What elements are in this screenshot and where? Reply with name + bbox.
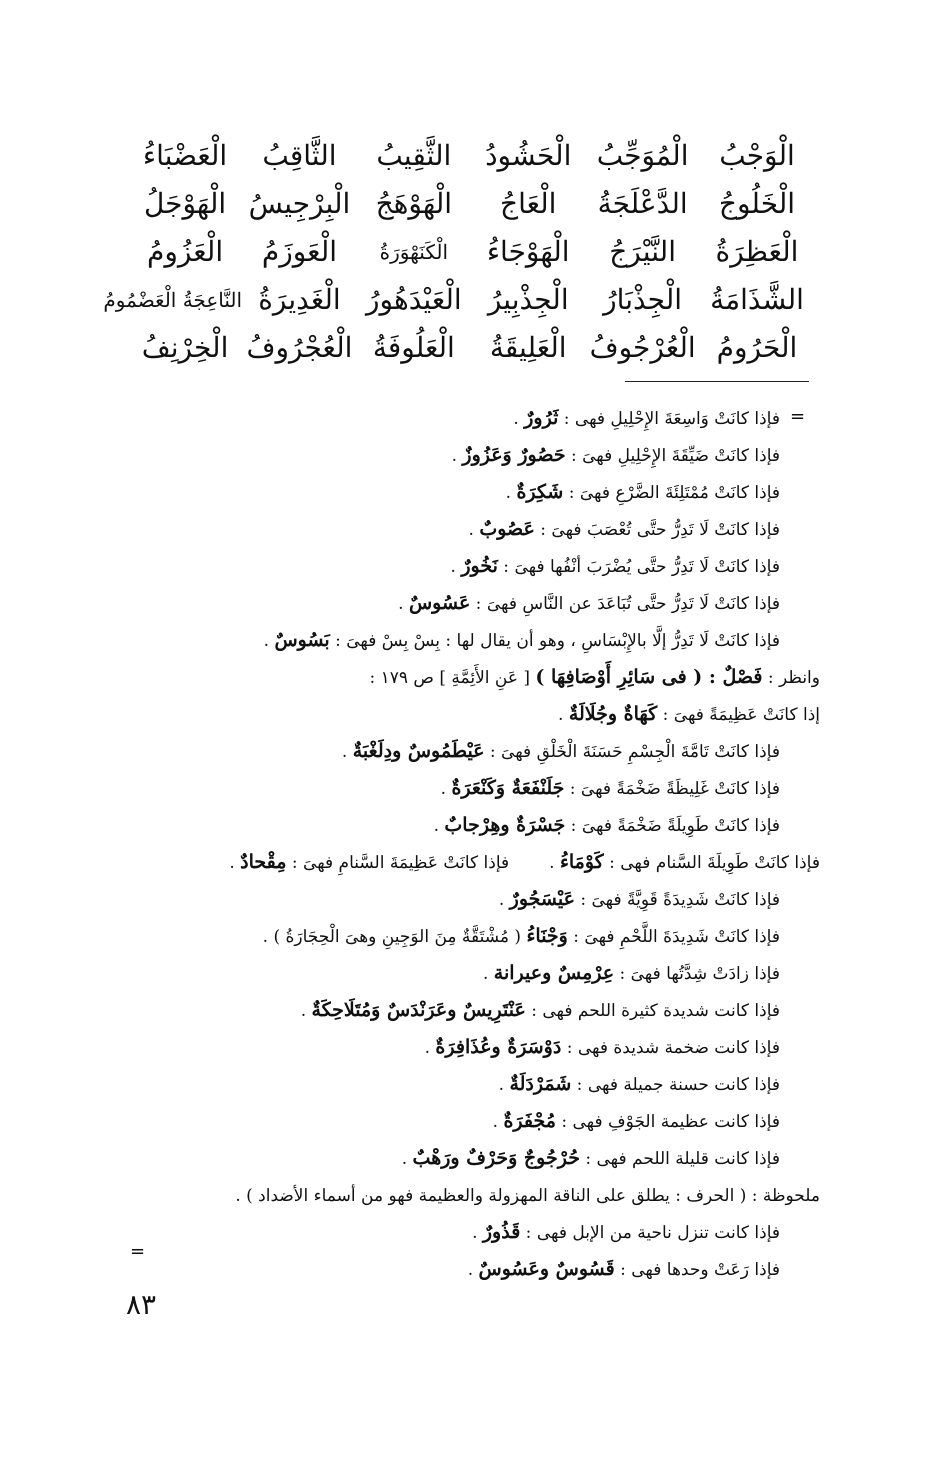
entry-keyword: مِقْحادٌ xyxy=(240,851,287,873)
word-grid-cell: الْعَلِيقَةُ xyxy=(489,331,567,364)
entry-line xyxy=(120,992,820,1029)
entry-text: فإذا كانَتْ لَا تَدِرُّ حتَّى تُبَاعَدَ عن النَّاسِ فهىَ : xyxy=(470,594,780,614)
entry-text: فإذا كانَتْ لَا تَدِرُّ حتَّى تُعْصَبَ فهىَ : xyxy=(534,520,780,540)
entry-keyword: قَسُوسٌ وعَسُوسٌ xyxy=(478,1258,615,1280)
entry-keyword: كَهَاةٌ وجُلَالَةٌ xyxy=(568,703,658,725)
entry-segment xyxy=(264,622,780,660)
entry-text: فإذا كانَتْ لَا تَدِرُّ إلَّا بالإِبْسَاسِ ، وهو أن يقال لها : بِسْ بِسْ فهىَ : xyxy=(329,631,780,651)
entry-text: فإذا كانت حسنة جميلة فهى : xyxy=(571,1075,780,1095)
entry-keyword: عَسُوسٌ xyxy=(408,592,471,614)
word-grid-cell: الْعُرْجُوفُ xyxy=(589,331,696,364)
entry-segment xyxy=(483,955,780,993)
entry-keyword: قَذُورٌ xyxy=(482,1221,521,1243)
entry-keyword: جَسْرَةٌ وهِرْجابٌ xyxy=(444,814,566,836)
word-grid-cell: الثَّاقِبُ xyxy=(262,139,337,172)
entry-keyword: حَصُورٌ وَعَزُوزٌ xyxy=(462,444,566,466)
entry-text: فإذا كانَتْ مُمْتَلِئَةَ الضَّرْعِ فهىَ : xyxy=(563,483,780,503)
entry-segment xyxy=(472,1214,780,1252)
entry-end: . xyxy=(341,742,353,762)
entry-segment xyxy=(235,1177,820,1215)
entry-line xyxy=(120,881,820,918)
word-grid-row xyxy=(128,132,814,180)
word-grid-cell: الْعَيْدَهُورُ xyxy=(365,283,462,316)
word-grid-cell: الْحَشُودُ xyxy=(485,139,572,172)
entry-line xyxy=(120,1251,820,1288)
entry-end: . xyxy=(498,1075,510,1095)
word-grid-cell: الْغَدِيرَةُ xyxy=(258,283,341,316)
entry-line xyxy=(120,585,820,622)
entry-keyword: عِرْمِسٌ وعيرانة xyxy=(493,962,615,984)
entry-line xyxy=(120,696,820,733)
entry-end: . xyxy=(472,1223,483,1243)
entry-end: . xyxy=(468,520,480,540)
entry-text: فإذا كانت قليلة اللحم فهى : xyxy=(579,1149,780,1169)
entry-end: . xyxy=(482,964,494,984)
word-grid-cell: الْخَلُوجُ xyxy=(718,187,796,220)
entry-line xyxy=(120,474,820,511)
word-grid-cell: النَّيْرَجُ xyxy=(609,235,676,268)
entry-keyword: فَصْلٌ : ( فى سَائِرِ أَوْصَافِهَا ) xyxy=(535,666,763,688)
entry-keyword: عَيْسَجُورٌ xyxy=(509,888,575,910)
entry-keyword: نَخُورٌ xyxy=(461,555,498,577)
entry-line xyxy=(120,733,820,770)
entry-line xyxy=(120,1029,820,1066)
entry-text: فإذا كانَتْ شَدِيدَةً قَوِيَّةً فهىَ : xyxy=(574,890,780,910)
entry-end: . xyxy=(451,446,463,466)
word-grid-cell: الْحَرُومُ xyxy=(716,331,798,364)
entry-line xyxy=(120,548,820,585)
entry-keyword: دَوْسَرَةٌ وعُذَافِرَةٌ xyxy=(435,1036,562,1058)
entry-line xyxy=(120,918,820,955)
entry-text: فإذا كانَتْ طَوِيلَةَ السَّنام فهى : xyxy=(603,853,820,873)
entry-line xyxy=(120,844,820,881)
word-grid-row xyxy=(103,276,814,324)
entry-text: فإذا كانت شديدة كثيرة اللحم فهى : xyxy=(525,1001,780,1021)
entry-text: فإذا كانَتْ شَدِيدَةَ اللَّحْمِ فهىَ : xyxy=(567,927,780,947)
entry-line xyxy=(120,770,820,807)
entry-text: فإذا كانَتْ لَا تَدِرُّ حتَّى يُضْرَبَ أنْفُها فهىَ : xyxy=(497,557,780,577)
entry-keyword: شَمَرْدَلَةٌ xyxy=(509,1073,572,1095)
entry-text: وانظر : xyxy=(762,668,820,688)
entry-segment xyxy=(549,844,820,882)
word-grid-cell: الْجِذْبَارُ xyxy=(603,283,683,316)
entry-line xyxy=(120,1140,820,1177)
word-grid-cell: الْعُجْرُوفُ xyxy=(246,331,353,364)
entry-line xyxy=(120,437,820,474)
word-grid-cell: الْخِرْنِفُ xyxy=(141,331,229,364)
word-grid-cell: الْمُوَجِّبُ xyxy=(596,139,689,172)
entry-line xyxy=(120,955,820,992)
continuation-mark-bottom: = xyxy=(130,1241,146,1262)
entry-segment xyxy=(398,585,780,623)
entry-line xyxy=(120,1214,820,1251)
page-number: ٨٣ xyxy=(126,1288,157,1321)
word-grid-cell: الشَّذَامَةُ xyxy=(710,283,804,316)
entry-keyword: كَوْمَاءُ xyxy=(559,851,604,873)
entry-keyword: جَلَنْفَعَةٌ وَكَنْعَرَةٌ xyxy=(451,777,565,799)
entry-segment xyxy=(425,1029,780,1067)
entry-end: . xyxy=(433,816,445,836)
entry-end: . xyxy=(558,705,569,725)
entry-line xyxy=(120,1177,820,1214)
entry-segment xyxy=(402,1140,780,1178)
word-grid-row xyxy=(128,324,814,372)
word-grid-cell: الْوَجْبُ xyxy=(719,139,795,172)
entry-segment xyxy=(468,1251,780,1289)
word-grid-cell: الدَّعْلَجَةُ xyxy=(597,187,688,220)
entry-text: فإذا كانت ضخمة شديدة فهى : xyxy=(561,1038,780,1058)
entry-end: . xyxy=(300,1001,312,1021)
word-grid-cell: الْهَوْجَلُ xyxy=(143,187,227,220)
entry-segment xyxy=(342,733,780,771)
entries-list xyxy=(120,400,820,1288)
word-grid-cell: الْعَلُوفَةُ xyxy=(372,331,455,364)
entry-segment xyxy=(369,659,820,697)
word-grid-cell: الْعَوزَمُ xyxy=(261,235,337,268)
entry-keyword: حُرْجُوجٌ وَحَرْفٌ ورَهْبٌ xyxy=(412,1147,580,1169)
entry-segment xyxy=(469,511,780,549)
entry-keyword: وَجْنَاءُ xyxy=(526,925,568,947)
entry-end: ( مُشْتَقَّةٌ مِنَ الوَجِينِ وهىَ الْحِجَارَةُ ) . xyxy=(262,927,527,947)
word-grid-cell: الْكَنَهْوَرَةُ xyxy=(379,240,449,264)
entry-segment xyxy=(558,696,820,734)
entry-text: ملحوظة : ( الحرف : يطلق على الناقة المهزولة والعظيمة فهو من أسماء الأضداد ) . xyxy=(235,1186,820,1206)
entry-segment xyxy=(499,881,780,919)
entry-segment xyxy=(441,770,780,808)
entry-end: . xyxy=(440,779,452,799)
entry-line xyxy=(120,400,820,437)
word-grid-cell: الثَّقِيبُ xyxy=(376,139,452,172)
entry-end: . xyxy=(263,631,275,651)
entry-line xyxy=(120,622,820,659)
entry-line xyxy=(120,659,820,696)
entry-end: . xyxy=(229,853,241,873)
word-grid-cell: الْعَضْبَاءُ xyxy=(142,139,228,172)
entry-end: . xyxy=(492,1112,504,1132)
section-divider xyxy=(625,381,809,382)
entry-text: فإذا رَعَتْ وحدها فهى : xyxy=(614,1260,780,1280)
entry-line xyxy=(120,807,820,844)
entry-segment xyxy=(451,548,780,586)
word-grid-cell: الْعَاجُ xyxy=(500,187,557,220)
entry-keyword: بَسُوسٌ xyxy=(274,629,330,651)
entry-segment xyxy=(499,1066,780,1104)
entry-line xyxy=(120,1103,820,1140)
entry-end: . xyxy=(505,483,517,503)
entry-keyword: عَصُوبٌ xyxy=(479,518,535,540)
entry-line xyxy=(120,511,820,548)
entry-line xyxy=(120,1066,820,1103)
entry-end: . xyxy=(424,1038,436,1058)
entry-end: . xyxy=(450,557,462,577)
entry-segment xyxy=(506,474,780,512)
entry-end: [ عَنِ الأَئِمَّةِ ] ص ١٧٩ : xyxy=(369,668,536,688)
entry-segment xyxy=(263,918,780,956)
entry-text: فإذا كانت تنزل ناحية من الإبل فهى : xyxy=(520,1223,780,1243)
entry-text: فإذا كانَتْ غَلِيظَةً ضَخْمَةً فهىَ : xyxy=(564,779,780,799)
word-grid-cell: الْهَوْجَاءُ xyxy=(486,235,570,268)
entry-end: . xyxy=(467,1260,479,1280)
entry-segment xyxy=(434,807,780,845)
entry-end: . xyxy=(549,853,560,873)
entry-end: . xyxy=(513,409,525,429)
entry-segment xyxy=(513,400,780,438)
entry-end: . xyxy=(498,890,510,910)
word-grid-cell: الْهَوْهَجُ xyxy=(375,187,453,220)
word-grid-cell: الْبِرْجِيسُ xyxy=(248,187,351,220)
entry-text: فإذا كانت عظيمة الجَوْفِ فهى : xyxy=(555,1112,780,1132)
entry-text: فإذا كانَتْ وَاسِعَةَ الإِحْلِيلِ فهى : xyxy=(558,409,780,429)
entry-text: إذا كانَتْ عَظِيمَةً فهىَ : xyxy=(657,705,820,725)
word-grid-row xyxy=(128,180,814,228)
word-grid xyxy=(103,132,814,372)
entry-keyword: شَكِرَةٌ xyxy=(516,481,564,503)
word-grid-cell: الْعَظِرَةُ xyxy=(715,235,799,268)
continuation-mark-top: = xyxy=(790,406,806,427)
word-grid-row xyxy=(128,228,814,276)
entry-end: . xyxy=(398,594,409,614)
entry-segment xyxy=(493,1103,780,1141)
entry-segment xyxy=(452,437,780,475)
entry-segment xyxy=(301,992,780,1030)
word-grid-cell: النَّاعِجَةُ الْعَضْمُومُ xyxy=(103,288,243,312)
entry-keyword: عَيْطَمُوسٌ ودِلَغْبَةٌ xyxy=(352,740,485,762)
entry-keyword: عَنْتَرِيسٌ وعَرَنْدَسٌ وَمُتَلَاحِكَةٌ xyxy=(311,999,526,1021)
word-grid-cell: الْعَزُومُ xyxy=(146,235,224,268)
entry-keyword: مُجْفَرَةٌ xyxy=(503,1110,556,1132)
entry-segment-second xyxy=(229,844,509,882)
word-grid-cell: الْجِذْبِيرُ xyxy=(487,283,569,316)
entry-end: . xyxy=(401,1149,413,1169)
entry-keyword: ثَرُورٌ xyxy=(524,407,559,429)
entry-text: فإذا كانَتْ ضَيِّقَةَ الإِحْلِيلِ فهىَ : xyxy=(565,446,780,466)
entry-text: فإذا كانَتْ طَوِيلَةً ضَخْمَةً فهىَ : xyxy=(565,816,780,836)
entry-text: فإذا كانَتْ عَظِيمَةَ السَّنامِ فهىَ : xyxy=(286,853,510,873)
entry-text: فإذا زادَتْ شِدَّتُها فهىَ : xyxy=(614,964,780,984)
entry-text: فإذا كانَتْ تَامَّةَ الْجِسْمِ حَسَنَةَ الْخَلْقِ فهىَ : xyxy=(484,742,780,762)
